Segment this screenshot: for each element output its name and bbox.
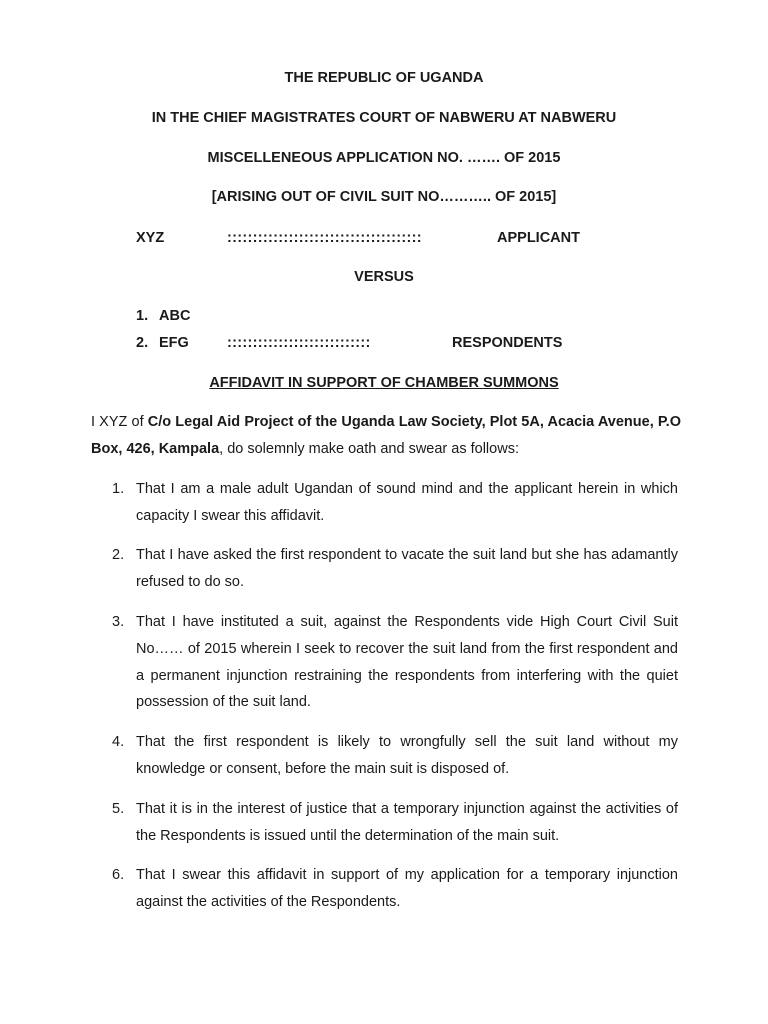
affidavit-title bbox=[0, 375, 768, 391]
heading-arising-out-of: [ARISING OUT OF CIVIL SUIT NO……….. OF 2015] bbox=[211, 189, 557, 205]
paragraph-5-number: 5. bbox=[112, 801, 125, 817]
paragraph-1: That I am a male adult Ugandan of sound mind and the applicant herein in which capacity I swear this affidavit. bbox=[136, 481, 678, 524]
applicant-dots: :::::::::::::::::::::::::::::::::::::: bbox=[227, 230, 422, 246]
paragraph-4-number: 4. bbox=[112, 734, 125, 750]
paragraph-3-number: 3. bbox=[112, 614, 125, 630]
paragraph-6: That I swear this affidavit in support of my application for a temporary injunction against the activities of the Respondents. bbox=[136, 867, 678, 910]
heading-application-no: MISCELLENEOUS APPLICATION NO. ……. OF 2015 bbox=[207, 150, 561, 166]
versus-label: VERSUS bbox=[354, 269, 414, 285]
respondent1-name: ABC bbox=[159, 308, 191, 324]
respondent2-number: 2. bbox=[136, 335, 149, 351]
paragraph-5: That it is in the interest of justice that a temporary injunction against the activities of the Respondents is issued until the determination of the main suit. bbox=[136, 801, 678, 844]
respondent-role: RESPONDENTS bbox=[452, 335, 563, 351]
intro-suffix: , do solemnly make oath and swear as follows: bbox=[219, 441, 519, 457]
heading-republic: THE REPUBLIC OF UGANDA bbox=[284, 70, 484, 86]
paragraph-2: That I have asked the first respondent to vacate the suit land but she has adamantly refused to do so. bbox=[136, 547, 678, 590]
paragraph-3: That I have instituted a suit, against the Respondents vide High Court Civil Suit No…… of 2015 wherein I seek to recover the suit land from the first respondent and a permanent injunction restraining the respondents from interfering with the quiet possession of the suit land. bbox=[136, 614, 678, 711]
respondent1-number: 1. bbox=[136, 308, 149, 324]
paragraph-1-number: 1. bbox=[112, 481, 125, 497]
affidavit-title-text: AFFIDAVIT IN SUPPORT OF CHAMBER SUMMONS bbox=[209, 375, 559, 391]
respondent-dots: :::::::::::::::::::::::::::: bbox=[227, 335, 371, 351]
intro-address: C/o Legal Aid Project of the Uganda Law Society, Plot 5A, Acacia Avenue, P.O Box, 426, Kampala bbox=[91, 414, 681, 457]
applicant-role: APPLICANT bbox=[497, 230, 580, 246]
paragraph-6-number: 6. bbox=[112, 867, 125, 883]
paragraph-2-number: 2. bbox=[112, 547, 125, 563]
paragraph-4: That the first respondent is likely to wrongfully sell the suit land without my knowledge or consent, before the main suit is disposed of. bbox=[136, 734, 678, 777]
intro-paragraph bbox=[91, 409, 681, 463]
respondent2-name: EFG bbox=[159, 335, 189, 351]
intro-prefix: I XYZ of bbox=[91, 414, 148, 430]
heading-court: IN THE CHIEF MAGISTRATES COURT OF NABWERU AT NABWERU bbox=[151, 110, 617, 126]
applicant-name: XYZ bbox=[136, 230, 165, 246]
